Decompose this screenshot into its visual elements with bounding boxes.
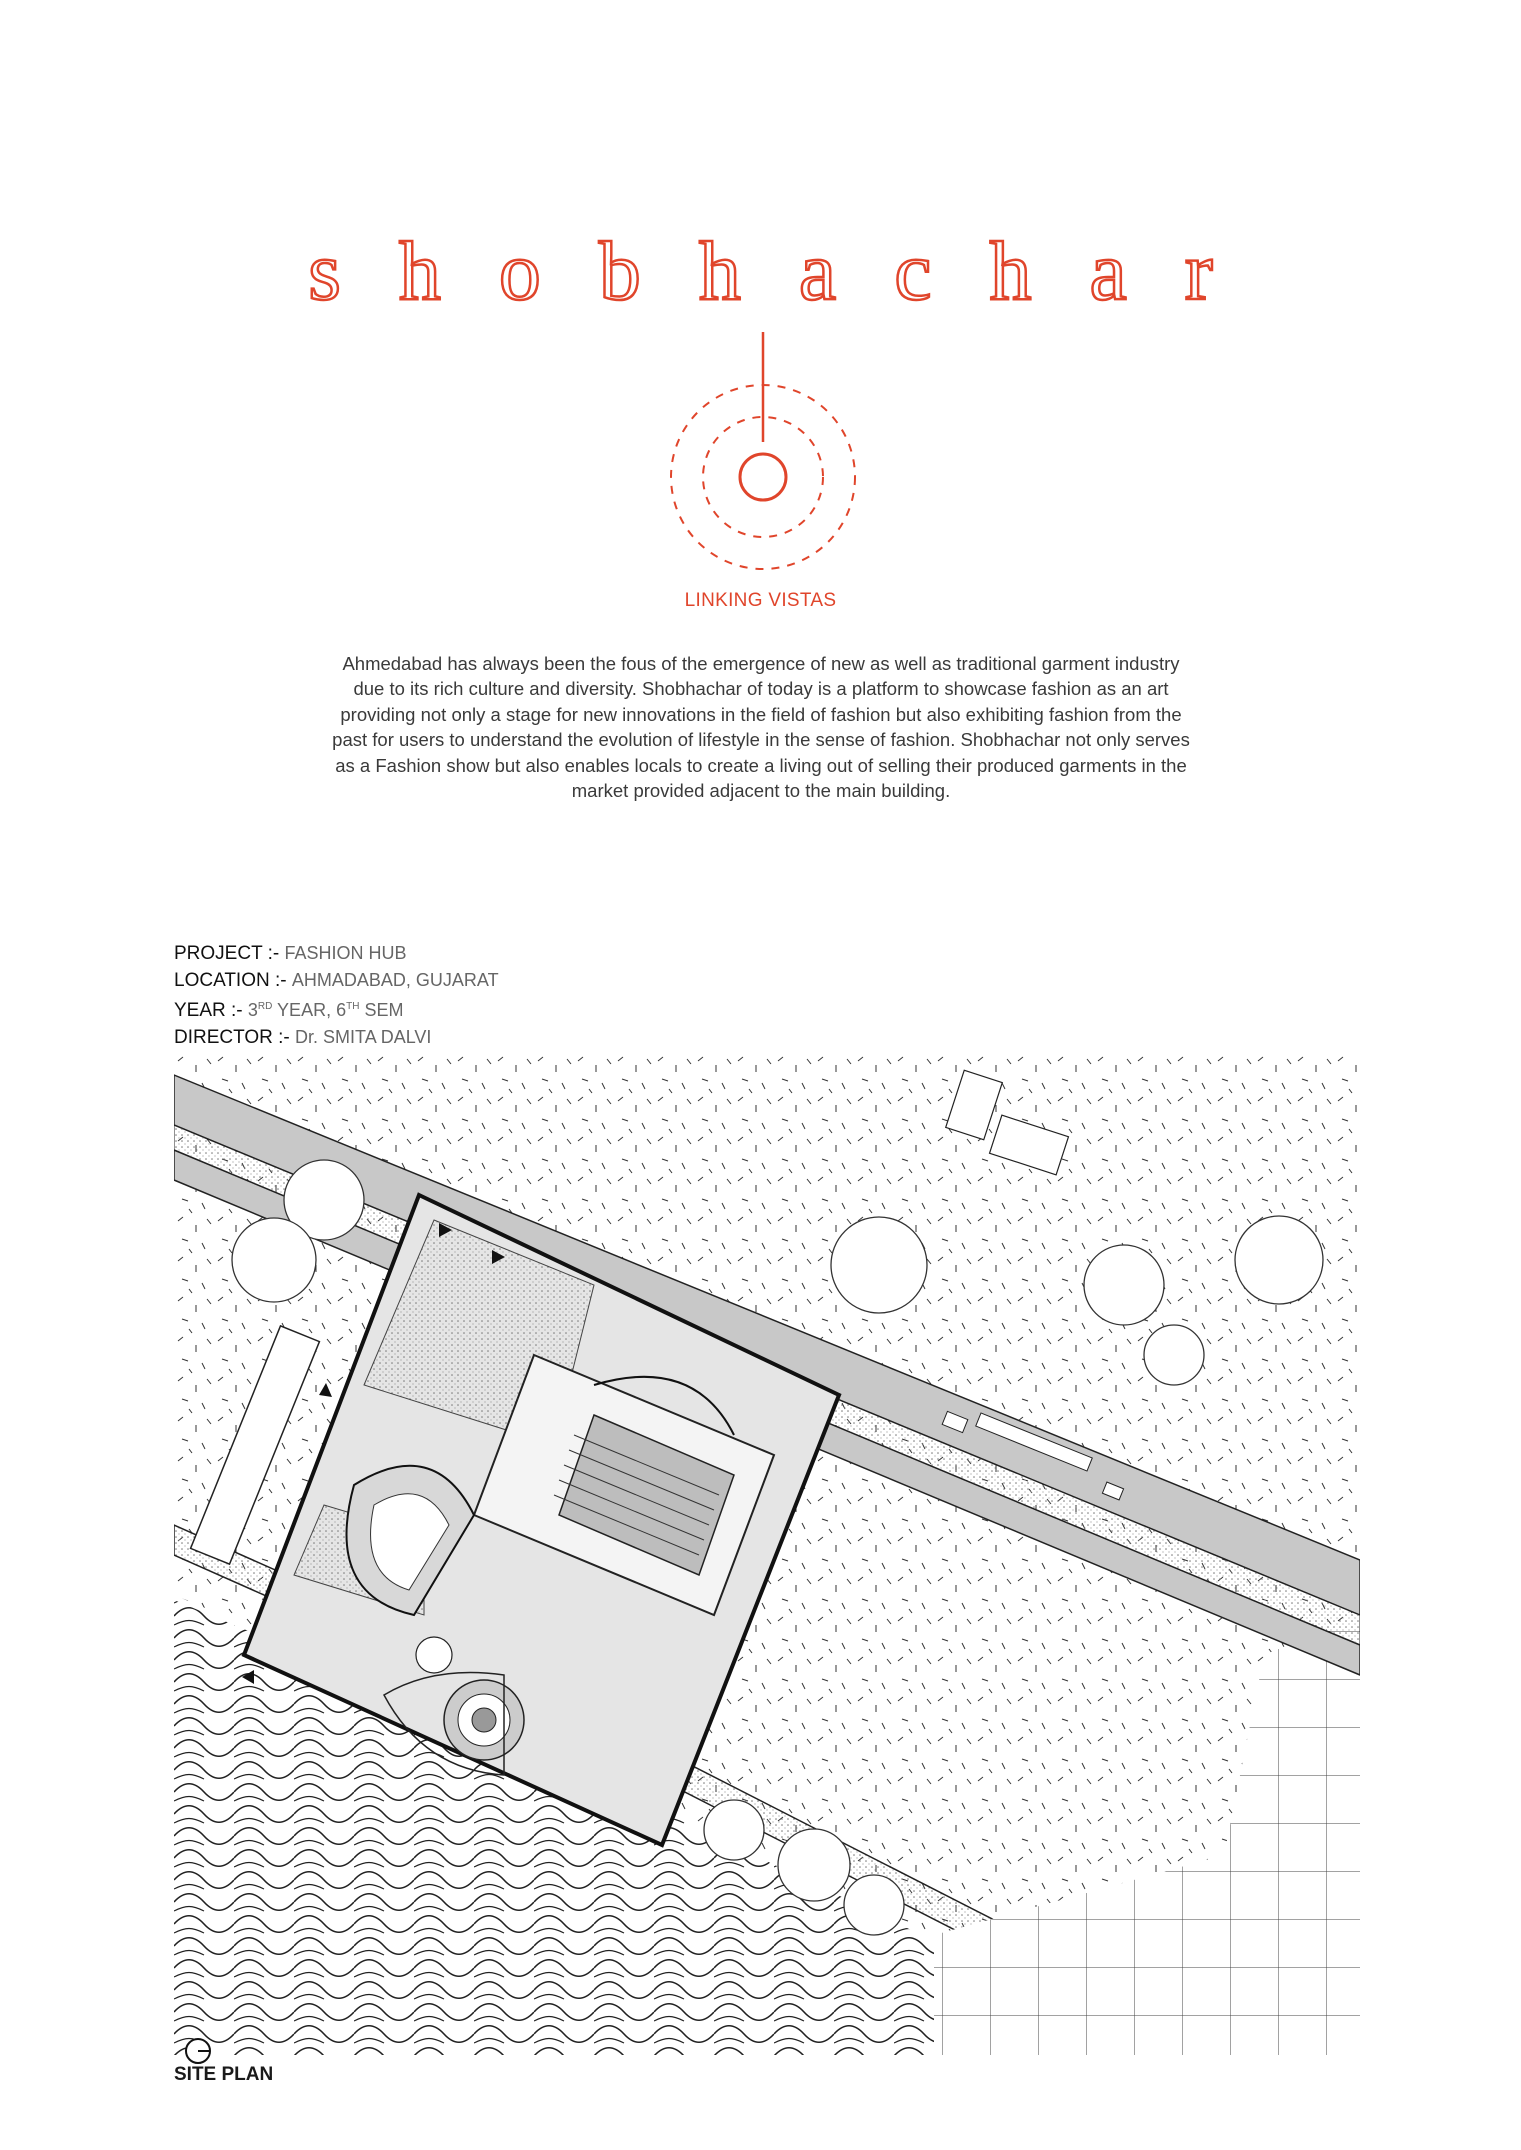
project-row <box>174 940 499 967</box>
location-label: LOCATION :- <box>174 970 287 991</box>
director-label: DIRECTOR :- <box>174 1027 290 1048</box>
sem-text: SEM <box>359 1000 404 1020</box>
director-value: Dr. SMITA DALVI <box>295 1027 432 1047</box>
project-value: FASHION HUB <box>284 943 407 963</box>
drawing-caption: SITE PLAN <box>174 2064 274 2085</box>
director-row <box>174 1024 499 1051</box>
project-description: Ahmedabad has always been the fous of the emergence of new as well as traditional garment industry due to its rich culture and diversity. Shobhachar of today is a platform to showcase fashion as an art providing not only a stage for new innovations in the field of fashion but also exhibiting fashion from the past for users to understand the evolution of lifestyle in the sense of fashion. Shobhachar not only serves as a Fashion show but also enables locals to create a living out of selling their produced garments in the market provided adjacent to the main building. <box>332 652 1190 801</box>
subtitle: LINKING VISTAS <box>684 590 837 611</box>
location-value: AHMADABAD, GUJARAT <box>291 970 499 990</box>
year-value <box>248 1000 404 1020</box>
project-info <box>174 940 499 1051</box>
site-plan-drawing <box>174 1055 1360 2055</box>
target-emblem-icon <box>663 332 863 572</box>
north-arrow-icon <box>182 2035 214 2067</box>
location-row <box>174 967 499 994</box>
sem-suffix: TH <box>346 1001 360 1012</box>
project-title: shobhachar <box>308 225 1271 318</box>
year-label: YEAR :- <box>174 1000 243 1021</box>
project-label: PROJECT :- <box>174 943 280 964</box>
year-row <box>174 994 499 1024</box>
year-suffix: RD <box>257 1001 273 1012</box>
year-text: YEAR, 6 <box>272 1000 347 1020</box>
year-number: 3 <box>247 1000 258 1020</box>
